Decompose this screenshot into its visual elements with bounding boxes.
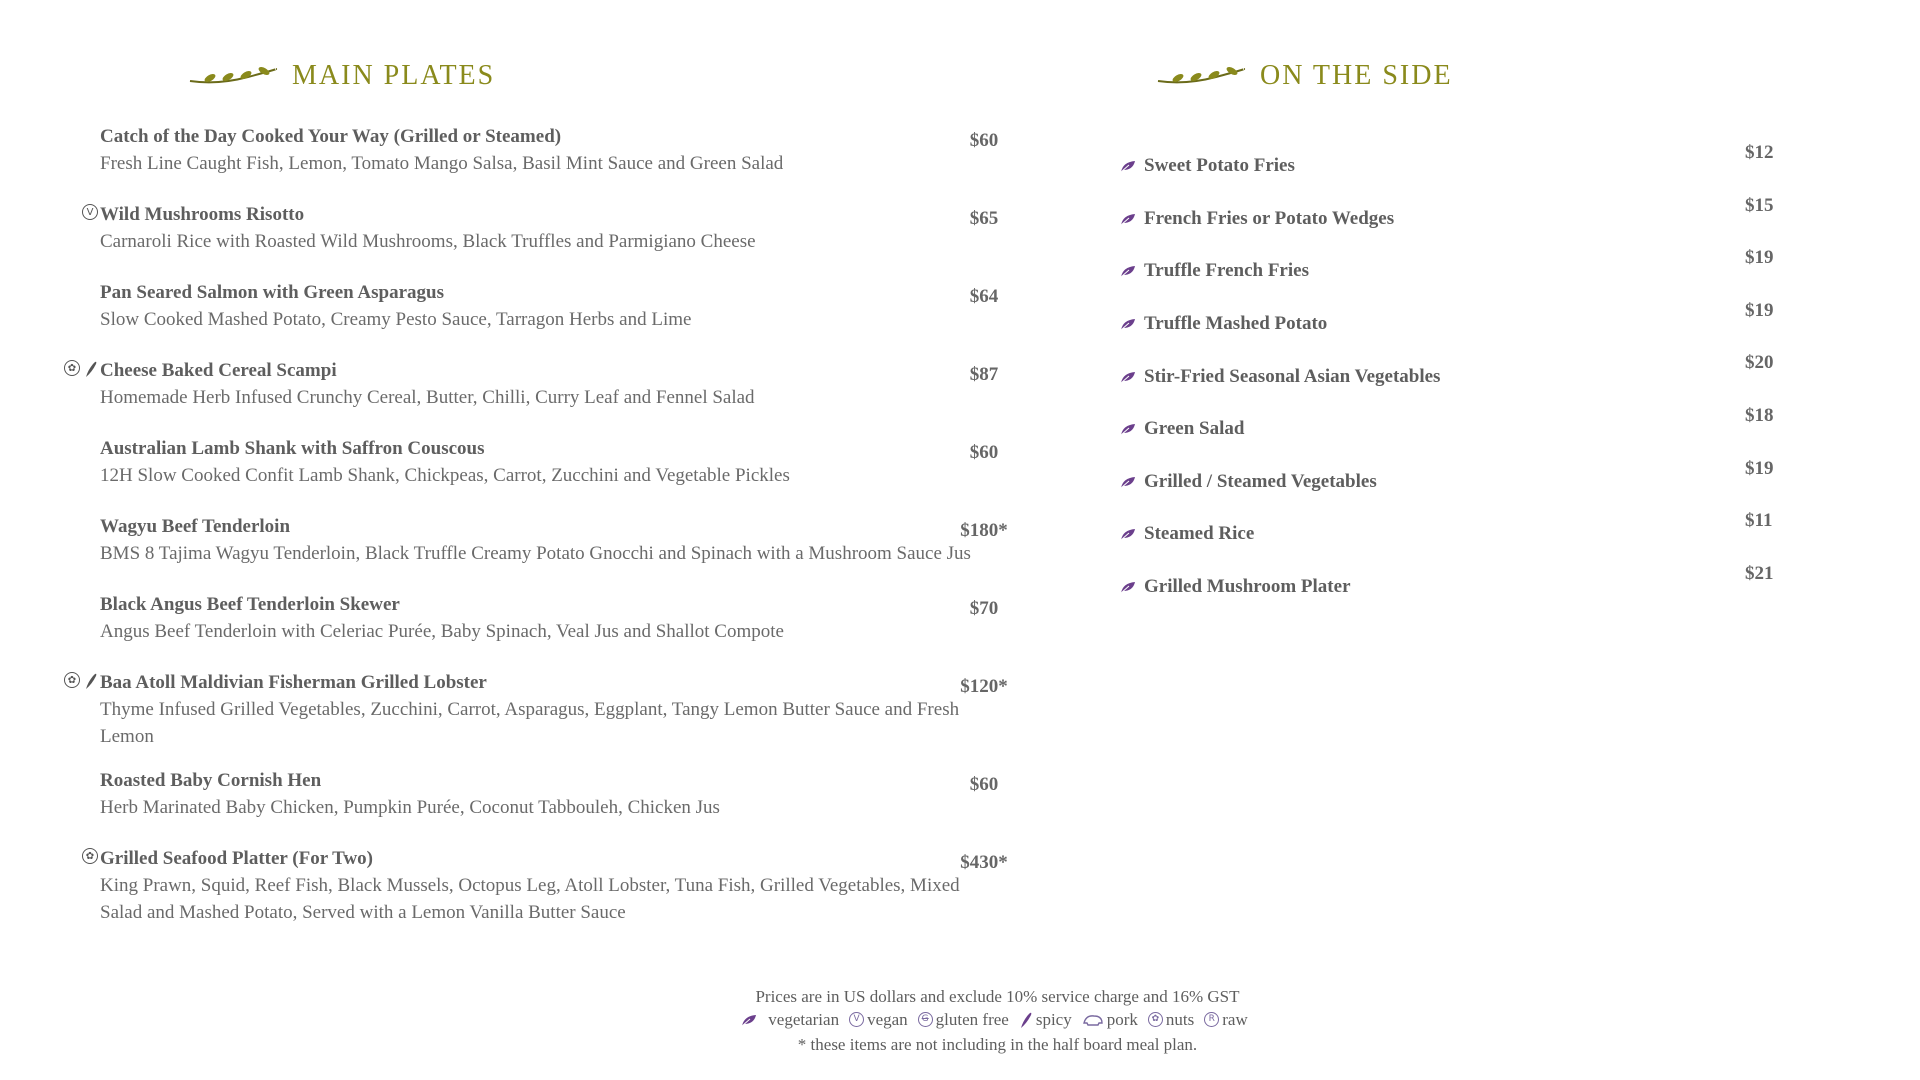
on-the-side-title: ON THE SIDE [1260,60,1453,91]
main-dish-item [50,768,1010,828]
nuts-icon: ✿ [64,360,80,376]
main-dish-item [50,846,1010,926]
main-plates-title: MAIN PLATES [292,60,496,91]
side-dish-item [1120,508,1810,561]
side-dish-name: Green Salad [1144,418,1245,440]
dish-description: Angus Beef Tenderloin with Celeriac Purée, Baby Spinach, Veal Jus and Shallot Compote [100,621,784,642]
legend-label: vegan [867,1010,908,1029]
main-dish-item [50,670,1010,750]
legend-item-vegetarian [741,1008,839,1031]
side-dish-item [1120,298,1810,351]
side-dish-price: $15 [1745,194,1774,216]
vegetarian-icon [1120,212,1136,226]
dish-name: Australian Lamb Shank with Saffron Couscous [100,438,485,459]
dish-name: Black Angus Beef Tenderloin Skewer [100,594,400,615]
pork-icon [1082,1013,1104,1027]
dish-diet-icons [50,672,98,690]
main-plates-list [50,124,1010,944]
vine-ornament-icon [188,63,278,89]
side-dish-name: Sweet Potato Fries [1144,155,1295,177]
main-dish-item [50,124,1010,184]
vegetarian-icon [1120,317,1136,331]
main-dish-item [50,592,1010,652]
side-dish-price: $20 [1745,352,1774,374]
legend-item-gluten-free [918,1008,1009,1031]
side-dish-name: Stir-Fried Seasonal Asian Vegetables [1144,365,1441,387]
raw-icon: R [1204,1012,1219,1027]
dish-price: $64 [969,286,999,307]
side-dish-item [1120,456,1810,509]
dish-name: Pan Seared Salmon with Green Asparagus [100,282,444,303]
side-dish-item [1120,561,1810,614]
vegetarian-icon [1120,422,1136,436]
legend-item-spicy [1019,1008,1072,1031]
dish-description: Carnaroli Rice with Roasted Wild Mushrooms, Black Truffles and Parmigiano Cheese [100,231,756,252]
dish-price: $60 [969,442,999,463]
dish-description: King Prawn, Squid, Reef Fish, Black Mussels, Octopus Leg, Atoll Lobster, Tuna Fish, Grilled Vegetables, Mixed Salad and Mashed Potato, Served with a Lemon Vanilla Butter Sauce [100,875,960,923]
legend-label: nuts [1165,1010,1195,1029]
dish-price: $60 [969,774,999,795]
vegetarian-icon [1120,475,1136,489]
legend-label: raw [1222,1010,1248,1029]
dish-description: 12H Slow Cooked Confit Lamb Shank, Chickpeas, Carrot, Zucchini and Vegetable Pickles [100,465,790,486]
dish-description: Fresh Line Caught Fish, Lemon, Tomato Mango Salsa, Basil Mint Sauce and Green Salad [100,153,784,174]
dish-diet-icons [50,204,98,220]
dish-price: $180* [960,520,1008,541]
side-dish-price: $19 [1745,247,1774,269]
side-dish-name: Steamed Rice [1144,523,1255,545]
gluten-free-icon: G [918,1012,933,1027]
side-dish-price: $19 [1745,299,1774,321]
nuts-icon: ✿ [1148,1012,1163,1027]
side-dish-item [1120,350,1810,403]
prices-note: Prices are in US dollars and exclude 10% service charge and 16% GST [755,987,1240,1006]
legend-label: gluten free [935,1010,1009,1029]
side-dish-price: $19 [1745,457,1774,479]
spicy-icon [1019,1011,1033,1029]
side-dish-name: French Fries or Potato Wedges [1144,207,1395,229]
legend-item-vegan [849,1008,908,1031]
nuts-icon: ✿ [82,848,98,864]
legend-item-raw [1204,1008,1247,1031]
side-dish-price: $11 [1745,510,1773,532]
nuts-icon: ✿ [64,672,80,688]
main-dish-item [50,514,1010,574]
dish-price: $65 [969,208,999,229]
dish-price: $60 [969,130,999,151]
legend-label: pork [1106,1010,1138,1029]
dish-name: Baa Atoll Maldivian Fisherman Grilled Lobster [100,672,487,693]
half-board-note: * these items are not including in the half board meal plan. [797,1034,1198,1054]
spicy-icon [84,672,98,690]
side-dish-name: Truffle Mashed Potato [1144,313,1328,335]
side-dish-item [1120,245,1810,298]
dish-name: Wagyu Beef Tenderloin [100,516,291,537]
legend-item-nuts [1148,1008,1194,1031]
dish-name: Cheese Baked Cereal Scampi [100,360,337,381]
side-dish-item [1120,403,1810,456]
legend-label: spicy [1035,1010,1072,1029]
main-dish-item [50,436,1010,496]
vegetarian-icon [1120,370,1136,384]
dish-description: Thyme Infused Grilled Vegetables, Zucchini, Carrot, Asparagus, Eggplant, Tangy Lemon Butter Sauce and Fresh Lemon [100,699,960,747]
dish-diet-icons [50,360,98,378]
vegan-icon: V [849,1012,864,1027]
main-dish-item [50,202,1010,262]
dish-price: $70 [969,598,999,619]
dish-name: Roasted Baby Cornish Hen [100,770,322,791]
dish-price: $430* [960,852,1008,873]
vegetarian-icon [1120,527,1136,541]
side-dish-price: $21 [1745,562,1774,584]
menu-footer [0,985,1920,1056]
side-dishes-list [1120,140,1810,613]
dish-description: Herb Marinated Baby Chicken, Pumpkin Purée, Coconut Tabbouleh, Chicken Jus [100,797,720,818]
main-dish-item [50,280,1010,340]
legend-item-pork [1082,1008,1138,1031]
dish-price: $120* [960,676,1008,697]
side-dish-item [1120,140,1810,193]
on-the-side-heading [1156,60,1453,92]
dish-name: Wild Mushrooms Risotto [100,204,305,225]
legend-label: vegetarian [768,1010,840,1029]
spicy-icon [84,360,98,378]
vegan-icon: V [82,204,98,220]
vegetarian-icon [1120,264,1136,278]
dish-name: Grilled Seafood Platter (For Two) [100,848,373,869]
side-dish-name: Grilled / Steamed Vegetables [1144,470,1377,492]
vegetarian-icon [1120,159,1136,173]
dish-description: BMS 8 Tajima Wagyu Tenderloin, Black Truffle Creamy Potato Gnocchi and Spinach with a Mushroom Sauce Jus [100,543,971,564]
vegetarian-icon [1120,580,1136,594]
side-dish-price: $12 [1745,142,1774,163]
side-dish-name: Grilled Mushroom Plater [1144,576,1351,598]
dish-description: Homemade Herb Infused Crunchy Cereal, Butter, Chilli, Curry Leaf and Fennel Salad [100,387,755,408]
dietary-legend [741,1008,1253,1031]
side-dish-item [1120,193,1810,246]
dish-description: Slow Cooked Mashed Potato, Creamy Pesto Sauce, Tarragon Herbs and Lime [100,309,692,330]
dish-diet-icons [50,848,98,864]
main-plates-heading [188,60,495,92]
side-dish-price: $18 [1745,404,1774,426]
vegetarian-icon [741,1013,757,1027]
dish-name: Catch of the Day Cooked Your Way (Grilled or Steamed) [100,126,562,147]
dish-price: $87 [969,364,999,385]
main-dish-item [50,358,1010,418]
vine-ornament-icon [1156,63,1246,89]
side-dish-name: Truffle French Fries [1144,260,1309,282]
